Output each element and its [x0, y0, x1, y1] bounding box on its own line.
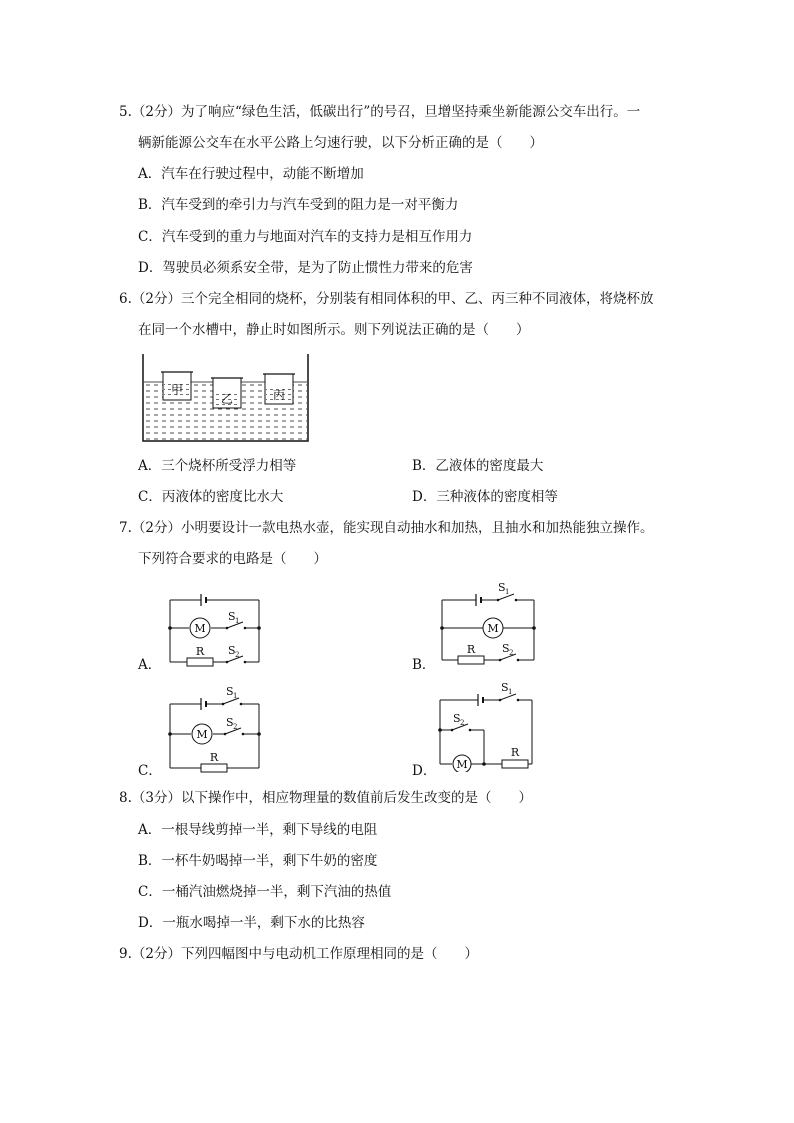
switch-s2-sub-d: 2 [460, 719, 465, 727]
q5-option-c: C．汽车受到的重力与地面对汽车的支持力是相互作用力 [138, 229, 473, 245]
q6-stem-line2: 在同一个水槽中，静止时如图所示。则下列说法正确的是（ ） [138, 322, 530, 338]
resistor-symbol-a: R [195, 645, 205, 658]
q8-option-c: C．一桶汽油燃烧掉一半，剩下汽油的热值 [138, 884, 392, 900]
q6-option-c: C．丙液体的密度比水大 [138, 489, 284, 505]
q7-stem-line2: 下列符合要求的电路是（ ） [138, 551, 327, 567]
q5-option-b: B．汽车受到的牵引力与汽车受到的阻力是一对平衡力 [138, 197, 459, 213]
circuit-b [430, 580, 542, 670]
q7-stem-line1: 7.（2分）小明要设计一款电热水壶，能实现自动抽水和加热，且抽水和加热能独立操作。 [119, 520, 654, 536]
switch-s1-c: S [226, 685, 234, 698]
switch-s2-b: S [502, 642, 510, 655]
motor-symbol-a: M [194, 622, 206, 635]
switch-s1-b: S [498, 581, 506, 594]
switch-s1-a: S [228, 610, 236, 623]
beaker-jia [161, 372, 193, 400]
motor-symbol-b: M [487, 622, 499, 635]
q8-option-b: B．一杯牛奶喝掉一半，剩下牛奶的密度 [138, 853, 378, 869]
beaker-yi-label: 乙 [220, 392, 234, 406]
switch-s2-sub-c: 2 [233, 723, 238, 731]
q6-stem-line1: 6.（2分）三个完全相同的烧杯，分别装有相同体积的甲、乙、丙三种不同液体，将烧杯放 [119, 291, 654, 307]
q8-stem: 8.（3分）以下操作中，相应物理量的数值前后发生改变的是（ ） [119, 790, 532, 806]
switch-s2-d: S [453, 712, 461, 725]
q5-stem-line2: 辆新能源公交车在水平公路上匀速行驶，以下分析正确的是（ ） [138, 135, 543, 151]
switch-s1-sub-a: 1 [235, 617, 240, 625]
q5-stem-line1: 5.（2分）为了响应“绿色生活，低碳出行”的号召，旦增坚持乘坐新能源公交车出行。一 [119, 104, 641, 120]
beaker-bing-label: 丙 [272, 388, 286, 402]
switch-s2-sub-b: 2 [509, 649, 514, 657]
switch-s2-a: S [228, 644, 236, 657]
switch-s1-sub-c: 1 [233, 692, 238, 700]
q7-label-d: D． [412, 763, 437, 779]
q5-option-a: A．汽车在行驶过程中，动能不断增加 [138, 166, 364, 182]
beaker-jia-label: 甲 [170, 383, 184, 397]
q8-option-a: A．一根导线剪掉一半，剩下导线的电阻 [138, 822, 378, 838]
beaker-bing [263, 374, 295, 404]
switch-s1-sub-b: 1 [505, 588, 510, 596]
resistor-symbol-d: R [510, 746, 520, 759]
q6-option-a: A．三个烧杯所受浮力相等 [138, 458, 297, 474]
switch-s2-sub-a: 2 [235, 651, 240, 659]
circuit-d [428, 680, 540, 772]
q7-label-a: A． [138, 657, 162, 673]
motor-symbol-d: M [456, 758, 468, 771]
resistor-symbol-c: R [209, 751, 219, 764]
q9-stem: 9.（2分）下列四幅图中与电动机工作原理相同的是（ ） [119, 946, 478, 962]
q7-label-c: C． [138, 763, 162, 779]
motor-symbol-c: M [196, 728, 208, 741]
circuit-a [155, 590, 267, 670]
water-tank-figure [138, 352, 313, 446]
switch-s1-d: S [501, 681, 509, 694]
q5-option-d: D．驾驶员必须系安全带，是为了防止惯性力带来的危害 [138, 260, 473, 276]
q6-option-d: D．三种液体的密度相等 [412, 489, 558, 505]
resistor-symbol-b: R [466, 643, 476, 656]
q7-label-b: B． [412, 657, 436, 673]
beaker-yi [211, 378, 243, 408]
q8-option-d: D．一瓶水喝掉一半，剩下水的比热容 [138, 915, 365, 931]
circuit-c [155, 682, 267, 774]
q6-option-b: B．乙液体的密度最大 [412, 458, 544, 474]
switch-s2-c: S [226, 716, 234, 729]
switch-s1-sub-d: 1 [508, 688, 513, 696]
